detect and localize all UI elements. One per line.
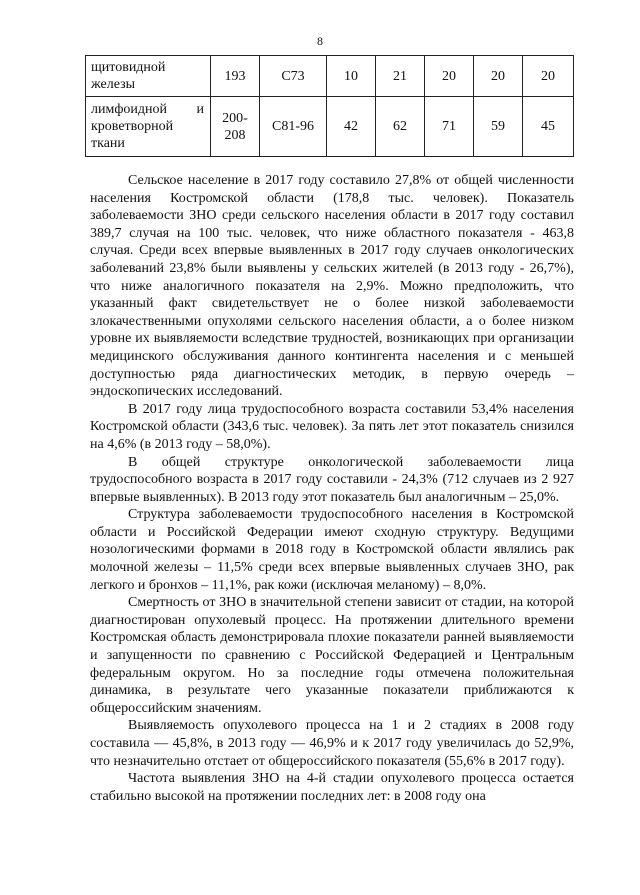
page-number: 8	[317, 34, 323, 48]
table-cell-icd: 200-208	[211, 97, 260, 157]
table-row	[86, 56, 574, 97]
table-row	[86, 97, 574, 157]
table-cell-value: 59	[474, 97, 523, 157]
table-cell-value: 45	[523, 97, 574, 157]
paragraph-rural-population: Сельское население в 2017 году составило 27,8% от общей численности населения Костромской области (178,8 тыс. человек). Показатель заболеваемости ЗНО среди сельского населения области в 2017 году составил 389,7 случая на 100 тыс. человек, что ниже областного показателя - 463,8 случая. Среди всех впервые выявленных в 2017 году случаев онкологических заболеваний 23,8% были выявлены у сельских жителей (в 2013 году - 26,7%), что ниже аналогичного показателя на 2,9%. Можно предположить, что указанный факт свидетельствует не о более низкой заболеваемости злокачественными опухолями сельского населения области, а о более низком уровне их выявляемости вследствие трудностей, возникающих при организации медицинского обслуживания данного контингента населения и с меньшей доступностью ряда диагностических методик, в первую очередь – эндоскопических исследований.	[90, 173, 574, 400]
table-cell-site: щитовидной железы	[86, 56, 211, 97]
paragraph-mortality: Смертность от ЗНО в значительной степени зависит от стадии, на которой диагностирован опухолевый процесс. На протяжении длительного времени Костромская область демонстрировала плохие показатели ранней выявляемости и запущенности по сравнению с Российской Федерацией и Центральным федеральным округом. Но за последние годы отмечена положительная динамика, в результате чего указанные показатели приближаются к общероссийским значениям.	[90, 595, 574, 716]
table-cell-value: 10	[327, 56, 376, 97]
paragraph-early-detection: Выявляемость опухолевого процесса на 1 и 2 стадиях в 2008 году составила — 45,8%, в 2013 году — 46,9% и к 2017 году увеличилась до 52,9%, что незначительно отстает от общероссийского показателя (55,6% в 2017 году).	[90, 718, 574, 769]
incidence-table	[85, 55, 574, 157]
table-cell-icd: 193	[211, 56, 260, 97]
table-cell-value: 71	[425, 97, 474, 157]
paragraph-incidence-structure: Структура заболеваемости трудоспособного населения в Костромской области и Российской Федерации имеют сходную структуру. Ведущими нозологическими формами в 2018 году в Костромской области являлись рак молочной железы – 11,5% среди всех впервые выявленных случаев ЗНО, рак легкого и бронхов – 11,1%, рак кожи (исключая меланому) – 8,0%.	[90, 507, 574, 593]
paragraph-late-stage: Частота выявления ЗНО на 4-й стадии опухолевого процесса остается стабильно высокой на протяжении последних лет: в 2008 году она	[90, 771, 574, 804]
table-cell-code: С73	[260, 56, 327, 97]
table-cell-value: 62	[376, 97, 425, 157]
paragraph-working-age: В 2017 году лица трудоспособного возраста составили 53,4% населения Костромской области (343,6 тыс. человек). За пять лет этот показатель снизился на 4,6% (в 2013 году – 58,0%).	[90, 401, 574, 452]
table-cell-value: 20	[523, 56, 574, 97]
table-cell-value: 42	[327, 97, 376, 157]
table-cell-site: лимфоидной и кроветворной ткани	[86, 97, 211, 157]
table-cell-code: С81-96	[260, 97, 327, 157]
table-cell-value: 21	[376, 56, 425, 97]
table-cell-value: 20	[474, 56, 523, 97]
body-text	[90, 172, 574, 805]
paragraph-working-age-share: В общей структуре онкологической заболеваемости лица трудоспособного возраста в 2017 году составили - 24,3% (712 случаев из 2 927 впервые выявленных). В 2013 году этот показатель был аналогичным – 25,0%.	[90, 454, 574, 505]
table-cell-value: 20	[425, 56, 474, 97]
